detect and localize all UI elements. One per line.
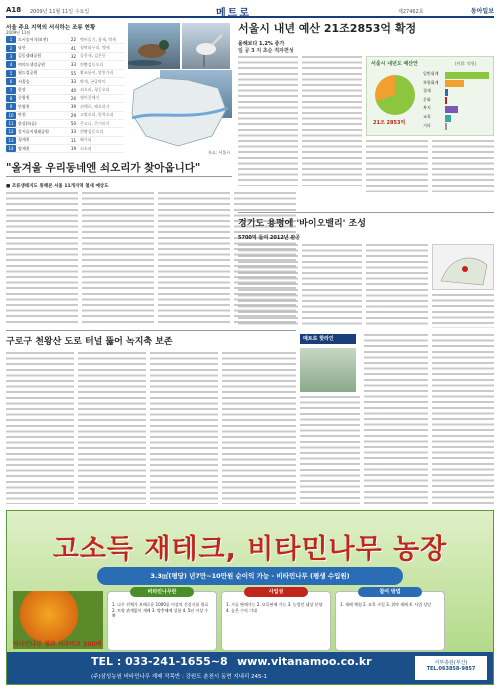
bird-table-row [6,95,124,103]
valley-sub: 5700억 들여 2012년 완공 [238,235,301,241]
bird-table-row [6,70,124,78]
ad-company: (주)삼성농원 비타민나무 재배 작목반 : 강원도 춘천시 동면 지내리 245-1 [91,674,268,680]
row-number: 14 [6,145,16,152]
ad-box-1-title: 비타민나무란 [130,587,195,597]
site-name: 여의도샛강공원 [18,61,46,67]
publisher-name: 동아일보 [470,8,494,15]
site-name: 안양천 [18,103,30,109]
bird-table [6,36,124,153]
budget-chart-title: 서울시 내년도 예산안 [371,61,418,67]
budget-bar-label: 특별회계 [423,79,439,85]
ad-phone: TEL : 033-241-1655~8 [91,655,228,668]
ad-website: www.vitanamoo.co.kr [237,655,372,668]
bird-table-row [6,128,124,136]
bird-table-row [6,36,124,44]
budget-bar [445,97,447,104]
row-number: 4 [6,61,16,68]
budget-bar-label: 일반회계 [423,71,439,76]
site-name: 청계천 [18,137,30,143]
budget-bar [445,72,489,79]
brief-col-2 [364,334,428,504]
site-name: 월드컵공원 [18,70,38,76]
site-name: 서울숲 [18,78,30,84]
ad-box-1-text: 1. 나무 전체가 보배로운 1000종 이상의 건강식품 원료 2. 토양 관계없이 재배 3. 병충해에 강함 4. 5년 이상 수확 [112,602,209,618]
budget-bars [423,71,493,133]
bird-source: 자료: 서울시 [208,150,230,155]
row-number: 7 [6,87,16,94]
page-date: 2009년 11월 11일 수요일 [30,9,90,15]
site-name: 길동생태공원 [18,53,42,59]
species-list: 황조롱이, 말똥가리 [80,70,114,76]
valley-rule [238,212,494,213]
budget-col-4 [432,140,494,192]
species-count: 33 [70,62,76,68]
row-number: 1 [6,36,16,43]
species-count: 33 [70,129,76,135]
row-number: 9 [6,103,16,110]
species-list: 흰뺨검둥오리 [80,61,104,67]
species-list: 쇠오리 [80,145,92,151]
issue-number: 제27462호 [398,9,424,15]
tunnel-col-1 [6,352,74,504]
brief-title: 메트로 핫라인 [300,334,356,344]
budget-bar-label: 교육 [423,114,431,119]
heron-illustration [182,23,230,69]
budget-sub2: 일 공 3 지 초순 적자편성 [238,48,294,54]
row-number: 11 [6,120,16,127]
section-title: 메트로 [216,8,251,19]
feature-col-1 [6,192,78,324]
budget-total: 21조 2853억 [373,120,406,126]
site-name: 중랑천 [18,95,30,101]
bird-photo [128,23,180,69]
species-count: 11 [70,137,76,143]
row-number: 12 [6,128,16,135]
bird-table-row [6,86,124,94]
valley-col-1 [238,244,298,328]
species-list: 고방오리, 알락오리 [80,112,114,118]
ad-branch-tel: TEL.063858-9857 [426,666,476,672]
tunnel-rule [6,330,296,331]
seoul-map-illustration [128,70,232,152]
seoul-map [128,70,232,152]
species-list: 쇠오리, 청둥오리 [80,87,110,93]
bird-table-row [6,103,124,111]
species-count: 41 [70,45,76,51]
species-count: 22 [70,37,76,43]
species-list: 흰뺨검둥오리 [80,128,104,134]
species-count: 40 [70,87,76,93]
row-number: 5 [6,70,16,77]
species-count: 32 [70,53,76,59]
bird-illustration [128,23,180,69]
bird-table-row [6,137,124,145]
budget-sub1: 올해보다 1.2% 증가 [238,41,285,47]
species-count: 33 [70,79,76,85]
species-count: 29 [70,112,76,118]
feature-col-3 [158,192,230,324]
budget-bar [445,115,451,122]
budget-bar [445,106,458,113]
site-name: 탄천 [18,112,26,118]
ad-box-2 [221,591,331,651]
site-name: 도시숲서식(보전) [18,36,49,42]
budget-col-1 [238,56,298,186]
budget-bar-label: 복지 [423,105,431,111]
feature-subhead: ■ 조류생태지도 통해본 서울 11개지역 철새 예상도 [6,184,109,189]
brief-col-3 [432,334,494,504]
row-number: 2 [6,45,16,52]
species-count: 26 [70,95,76,101]
species-list: 괭이갈매기 [80,95,100,101]
ad-box-3-title: 참여 방법 [358,587,423,597]
brief-photo [300,348,356,392]
ad-box-3 [335,591,445,651]
budget-bar [445,80,464,87]
budget-chart [366,56,494,136]
species-count: 19 [70,146,76,152]
budget-headline: 서울시 내년 예산 21조2853억 확정 [238,22,417,35]
ad-subtitle: 3.3㎡(평당) 년7만~10만원 순이익 가능 - 비타민나무 (평생 수입원) [97,567,403,585]
advertisement [6,510,494,685]
species-list: 쇠백로, 해오라기 [80,103,110,109]
heron-photo [182,23,230,69]
species-count: 55 [70,70,76,76]
page-header [6,4,494,18]
row-number: 3 [6,53,16,60]
feature-col-2 [82,192,154,324]
budget-bar-label: 문화 [423,96,431,102]
budget-pie [375,75,415,115]
species-list: 왜가리 [80,137,92,143]
site-name: 양재천 [18,145,30,151]
budget-col-3 [366,140,428,192]
valley-map-illustration [433,245,495,291]
valley-col-2 [302,244,362,328]
row-number: 8 [6,95,16,102]
site-name: 한강 [18,87,26,93]
ad-title: 고소득 재테크, 비타민나무 농장 [52,534,448,565]
bird-table-subtitle: 2009년 11월 [6,30,31,35]
budget-col-2 [302,56,362,186]
row-number: 6 [6,78,16,85]
ad-branch: 서부총판(부산) [434,660,468,666]
species-list: 물총새, 검은등 [80,53,106,59]
site-name: 한강(하류) [18,120,37,126]
bird-table-title: 서울 주요 지역의 서식하는 조류 현황 [6,25,96,31]
budget-bar-label: 경제 [423,88,431,94]
bird-table-row [6,112,124,120]
feature-headline: "올겨울 우리동네엔 쇠오리가 찾아옵니다" [6,162,201,174]
site-name: 남산 [18,45,26,51]
row-number: 13 [6,137,16,144]
bird-table-row [6,120,124,128]
species-count: 39 [70,104,76,110]
bird-table-row [6,78,124,86]
tunnel-col-3 [150,352,218,504]
row-number: 10 [6,112,16,119]
species-count: 50 [70,121,76,127]
bird-table-row [6,44,124,52]
valley-col-3 [366,244,428,328]
species-list: 박새, 곤줄박이 [80,78,106,84]
ad-box-1 [107,591,217,651]
headline-rule [6,176,232,177]
bird-table-row [6,53,124,61]
site-name: 강서습지생태공원 [18,128,49,134]
ad-footer [7,652,493,684]
valley-col-4 [432,294,494,328]
ad-box-3-text: 1. 재배 체험 2. 묘목 구입 3. 위탁 재배 4. 사업 상담 [340,602,432,607]
ad-box-2-title: 사업성 [244,587,309,597]
ad-branch-box [415,656,487,680]
species-list: 멧비둘기, 참새, 박새 [80,36,116,42]
budget-bar-label: 기타 [423,122,431,128]
species-list: 청딱따구리, 멧새 [80,45,110,51]
bird-table-row [6,61,124,69]
valley-map [432,244,494,290]
valley-headline: 경기도 용평에 '바이오밸리' 조성 [238,219,366,229]
tunnel-headline: 구로구 천왕산 도로 터널 뚫어 녹지축 보존 [6,337,173,347]
tunnel-col-4 [222,352,296,504]
budget-bar [445,89,448,96]
ad-box-2-text: 1. 가공 판매가능 2. 묘목판매 가능 3. 농업인 대상 분양 4. 높은 수익 기대 [226,602,323,613]
species-list: 큰고니, 큰기러기 [80,120,110,126]
bird-table-row [6,145,124,153]
budget-bar [445,123,447,130]
brief-col-1 [300,396,360,504]
budget-chart-unit: (단위: 억원) [455,61,477,66]
page-number: A18 [6,6,22,14]
ad-left-tag: 비타민나무 생과 사과비교 200배 [13,641,102,648]
tunnel-col-2 [78,352,146,504]
